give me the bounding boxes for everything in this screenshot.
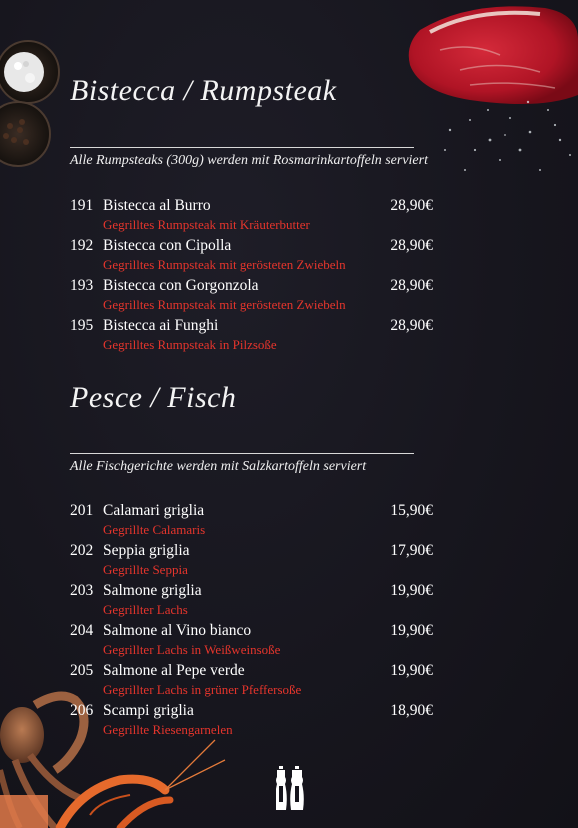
item-number: 204 bbox=[70, 622, 94, 639]
shrimp-photo-icon bbox=[60, 740, 225, 828]
menu-item bbox=[70, 622, 440, 662]
menu-item bbox=[70, 197, 440, 237]
item-name: Seppia griglia bbox=[103, 542, 190, 559]
item-name: Bistecca con Gorgonzola bbox=[103, 277, 259, 294]
section-divider bbox=[70, 453, 414, 454]
menu-item bbox=[70, 237, 440, 277]
item-number: 206 bbox=[70, 702, 94, 719]
item-number: 205 bbox=[70, 662, 94, 679]
item-name: Calamari griglia bbox=[103, 502, 205, 519]
section-title: Bistecca / Rumpsteak bbox=[70, 74, 337, 107]
item-name: Salmone al Vino bianco bbox=[103, 622, 252, 639]
item-price: 18,90€ bbox=[390, 702, 433, 719]
item-number: 201 bbox=[70, 502, 94, 519]
menu-item bbox=[70, 317, 440, 357]
section-divider bbox=[70, 147, 414, 148]
item-name: Bistecca al Burro bbox=[103, 197, 211, 214]
item-name: Salmone al Pepe verde bbox=[103, 662, 245, 679]
item-number: 203 bbox=[70, 582, 94, 599]
item-price: 28,90€ bbox=[390, 317, 433, 334]
item-description: Gegrillte Calamaris bbox=[103, 522, 206, 537]
steak-photo-icon bbox=[409, 6, 578, 104]
section-title: Pesce / Fisch bbox=[70, 381, 237, 414]
item-description: Gegrilltes Rumpsteak in Pilzsoße bbox=[103, 337, 277, 352]
menu-item bbox=[70, 542, 440, 582]
item-number: 195 bbox=[70, 317, 94, 334]
item-name: Bistecca con Cipolla bbox=[103, 237, 232, 254]
item-price: 15,90€ bbox=[390, 502, 433, 519]
item-name: Bistecca ai Funghi bbox=[103, 317, 219, 334]
item-description: Gegrilltes Rumpsteak mit gerösteten Zwiebeln bbox=[103, 297, 346, 312]
item-number: 202 bbox=[70, 542, 94, 559]
menu-item bbox=[70, 662, 440, 702]
menu-item bbox=[70, 502, 440, 542]
item-price: 17,90€ bbox=[390, 542, 433, 559]
salt-pepper-mill-icon bbox=[276, 766, 304, 814]
item-price: 28,90€ bbox=[390, 237, 433, 254]
item-description: Gegrillter Lachs in Weißweinsoße bbox=[103, 642, 281, 657]
item-name: Salmone griglia bbox=[103, 582, 202, 599]
section-note: Alle Rumpsteaks (300g) werden mit Rosmarinkartoffeln serviert bbox=[70, 153, 428, 168]
item-number: 193 bbox=[70, 277, 94, 294]
section-note: Alle Fischgerichte werden mit Salzkartoffeln serviert bbox=[70, 459, 367, 474]
item-description: Gegrillter Lachs in grüner Pfeffersoße bbox=[103, 682, 302, 697]
menu-item bbox=[70, 277, 440, 317]
item-description: Gegrillte Seppia bbox=[103, 562, 188, 577]
item-price: 28,90€ bbox=[390, 277, 433, 294]
item-price: 28,90€ bbox=[390, 197, 433, 214]
menu-item bbox=[70, 702, 440, 742]
item-price: 19,90€ bbox=[390, 662, 433, 679]
item-price: 19,90€ bbox=[390, 582, 433, 599]
item-name: Scampi griglia bbox=[103, 702, 194, 719]
item-number: 192 bbox=[70, 237, 94, 254]
item-description: Gegrillte Riesengarnelen bbox=[103, 722, 233, 737]
menu-item bbox=[70, 582, 440, 622]
item-description: Gegrilltes Rumpsteak mit Kräuterbutter bbox=[103, 217, 310, 232]
pepper-bowl-icon bbox=[0, 102, 50, 166]
item-price: 19,90€ bbox=[390, 622, 433, 639]
item-description: Gegrilltes Rumpsteak mit gerösteten Zwiebeln bbox=[103, 257, 346, 272]
item-number: 191 bbox=[70, 197, 94, 214]
item-description: Gegrillter Lachs bbox=[103, 602, 188, 617]
salt-bowl-icon bbox=[0, 41, 59, 103]
